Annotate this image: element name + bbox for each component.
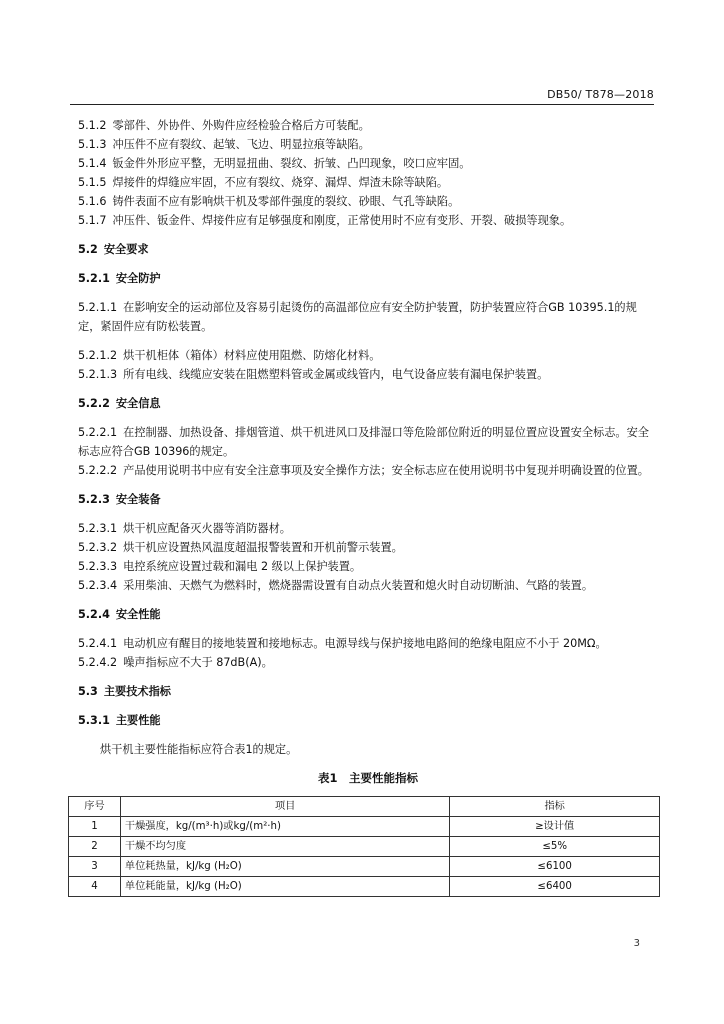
document-code: DB50/ T878—2018 — [547, 88, 654, 101]
clause-5-2-2-2: 5.2.2.2 产品使用说明书中应有安全注意事项及安全操作方法；安全标志应在使用说明书中复现并明确设置的位置。 — [78, 464, 649, 477]
clause-5-2-3-2: 5.2.3.2 烘干机应设置热风温度超温报警装置和开机前警示装置。 — [78, 541, 403, 554]
clause-5-1-6: 5.1.6 铸件表面不应有影响烘干机及零部件强度的裂纹、砂眼、气孔等缺陷。 — [78, 195, 460, 208]
clause-5-2-3-4: 5.2.3.4 采用柴油、天燃气为燃料时，燃烧器需设置有自动点火装置和熄火时自动切断油、气路的装置。 — [78, 579, 594, 592]
row-item: 干燥强度，kg/(m³·h)或kg/(m²·h) — [120, 817, 449, 837]
clause-5-1-3: 5.1.3 冲压件不应有裂纹、起皱、飞边、明显拉痕等缺陷。 — [78, 138, 370, 151]
table-row — [69, 877, 660, 897]
clause-5-2-4-1: 5.2.4.1 电动机应有醒目的接地装置和接地标志。电源导线与保护接地电路间的绝缘电阻应不小于 20MΩ。 — [78, 637, 607, 650]
table-row — [69, 817, 660, 837]
clause-5-1-2: 5.1.2 零部件、外协件、外购件应经检验合格后方可装配。 — [78, 119, 370, 132]
page-number: 3 — [633, 938, 640, 949]
table-row — [69, 837, 660, 857]
table-header-item: 项目 — [120, 797, 449, 817]
section-5-2-heading: 5.2 安全要求 — [78, 243, 149, 256]
header-divider — [70, 104, 654, 105]
row-item: 单位耗热量，kJ/kg (H₂O) — [120, 857, 449, 877]
row-no: 1 — [69, 817, 121, 837]
clause-5-1-4: 5.1.4 钣金件外形应平整，无明显扭曲、裂纹、折皱、凸凹现象，咬口应牢固。 — [78, 157, 471, 170]
section-5-2-1-heading: 5.2.1 安全防护 — [78, 272, 161, 285]
table-header-row — [69, 797, 660, 817]
performance-table — [68, 796, 660, 897]
table-header-value: 指标 — [450, 797, 660, 817]
row-no: 3 — [69, 857, 121, 877]
clause-5-2-1-2: 5.2.1.2 烘干机柜体（箱体）材料应使用阻燃、防熔化材料。 — [78, 349, 381, 362]
clause-5-2-3-1: 5.2.3.1 烘干机应配备灭火器等消防器材。 — [78, 522, 291, 535]
clause-5-2-4-2: 5.2.4.2 噪声指标应不大于 87dB(A)。 — [78, 656, 273, 669]
row-value: ≤5% — [450, 837, 660, 857]
clause-5-2-1-1: 5.2.1.1 在影响安全的运动部位及容易引起烫伤的高温部位应有安全防护装置，防护装置应符合GB 10395.1的规定，紧固件应有防松装置。 — [78, 301, 637, 333]
section-5-3-heading: 5.3 主要技术指标 — [78, 685, 171, 698]
row-no: 4 — [69, 877, 121, 897]
clause-5-2-3-3: 5.2.3.3 电控系统应设置过载和漏电 2 级以上保护装置。 — [78, 560, 362, 573]
row-no: 2 — [69, 837, 121, 857]
table-header-no: 序号 — [69, 797, 121, 817]
section-5-2-4-heading: 5.2.4 安全性能 — [78, 608, 161, 621]
row-item: 单位耗能量，kJ/kg (H₂O) — [120, 877, 449, 897]
clause-5-2-1-3: 5.2.1.3 所有电线、线缆应安装在阻燃塑料管或金属或线管内，电气设备应装有漏电保护装置。 — [78, 368, 549, 381]
section-5-3-1-heading: 5.3.1 主要性能 — [78, 714, 161, 727]
table-row — [69, 857, 660, 877]
section-5-2-3-heading: 5.2.3 安全装备 — [78, 493, 161, 506]
document-body — [78, 116, 658, 897]
row-value: ≤6400 — [450, 877, 660, 897]
clause-5-2-2-1: 5.2.2.1 在控制器、加热设备、排烟管道、烘干机进风口及排湿口等危险部位附近的明显位置应设置安全标志。安全标志应符合GB 10396的规定。 — [78, 426, 649, 458]
row-value: ≤6100 — [450, 857, 660, 877]
row-value: ≥设计值 — [450, 817, 660, 837]
row-item: 干燥不均匀度 — [120, 837, 449, 857]
clause-5-1-7: 5.1.7 冲压件、钣金件、焊接件应有足够强度和刚度，正常使用时不应有变形、开裂、破损等现象。 — [78, 214, 572, 227]
table-intro-text: 烘干机主要性能指标应符合表1的规定。 — [100, 743, 298, 756]
clause-5-1-5: 5.1.5 焊接件的焊缝应牢固，不应有裂纹、烧穿、漏焊、焊渣未除等缺陷。 — [78, 176, 449, 189]
table-title: 表1 主要性能指标 — [317, 771, 418, 785]
section-5-2-2-heading: 5.2.2 安全信息 — [78, 397, 161, 410]
